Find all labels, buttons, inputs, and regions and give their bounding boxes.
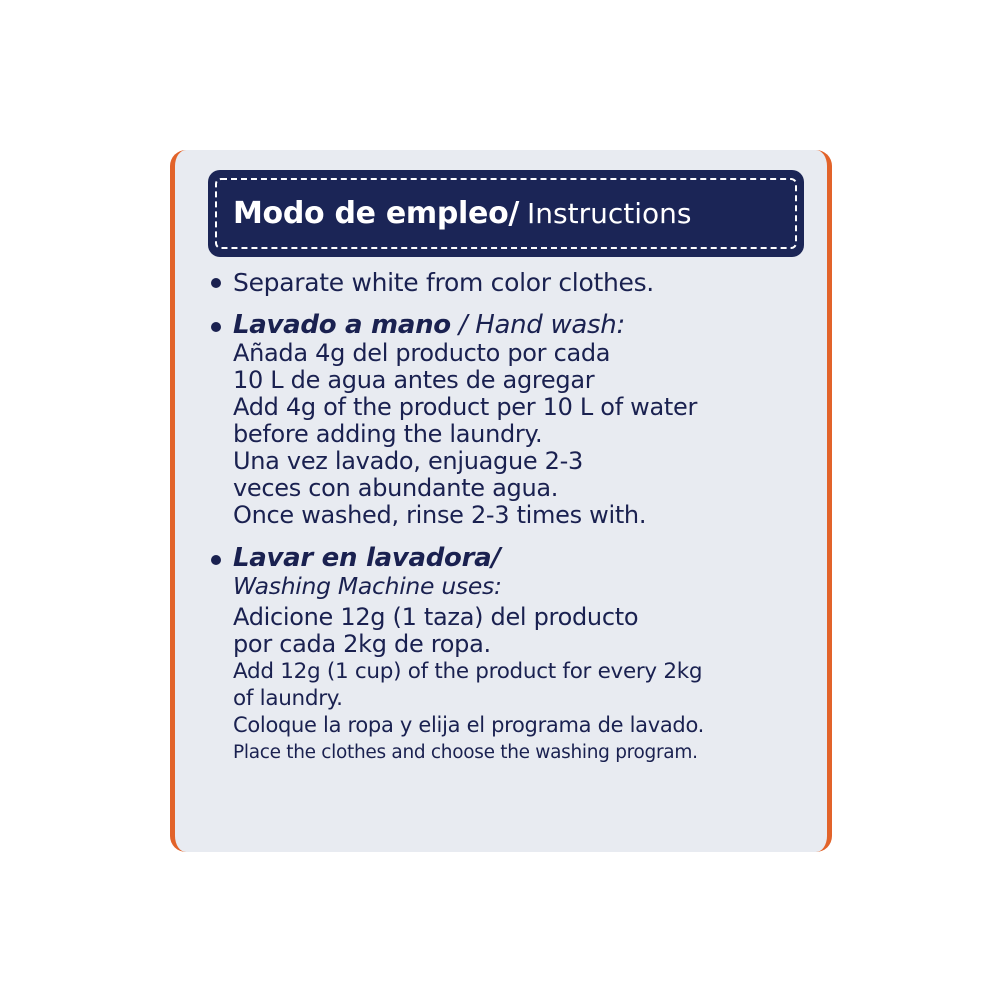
instruction-line: of laundry. — [233, 686, 343, 711]
instruction-hand-wash — [205, 310, 845, 529]
instruction-line: Add 12g (1 cup) of the product for every 2kg — [233, 659, 703, 684]
hand-wash-heading — [233, 310, 845, 340]
instruction-text: Separate white from color clothes. — [233, 268, 654, 297]
instruction-line: Coloque la ropa y elija el programa de lavado. — [233, 713, 704, 737]
instruction-separate — [205, 268, 845, 298]
instruction-line: Una vez lavado, enjuague 2-3 — [233, 447, 583, 475]
hand-wash-heading-en: / Hand wash: — [450, 310, 625, 340]
instruction-machine-wash — [205, 543, 845, 766]
machine-wash-heading: Lavar en lavadora/ — [233, 543, 501, 573]
bullet-icon — [211, 322, 221, 332]
instruction-line: Add 4g of the product per 10 L of water — [233, 393, 698, 421]
instructions-panel — [170, 150, 832, 852]
header-title-es: Modo de empleo/ — [233, 196, 520, 231]
header-title — [233, 170, 692, 257]
instruction-line: Añada 4g del producto por cada — [233, 339, 611, 367]
instructions-header — [208, 170, 804, 257]
instruction-line: Once washed, rinse 2-3 times with. — [233, 501, 647, 529]
instruction-line: Adicione 12g (1 taza) del producto — [233, 603, 639, 631]
header-title-en: Instructions — [527, 197, 692, 230]
instruction-line: Place the clothes and choose the washing program. — [233, 742, 698, 763]
instructions-content — [205, 264, 845, 766]
instruction-line: 10 L de agua antes de agregar — [233, 366, 595, 394]
instruction-line: veces con abundante agua. — [233, 474, 559, 502]
bullet-icon — [211, 278, 221, 288]
hand-wash-heading-es: Lavado a mano — [233, 310, 451, 340]
instruction-line: por cada 2kg de ropa. — [233, 630, 491, 658]
machine-wash-subheading: Washing Machine uses: — [233, 572, 502, 600]
instruction-line: before adding the laundry. — [233, 420, 543, 448]
bullet-icon — [211, 555, 221, 565]
